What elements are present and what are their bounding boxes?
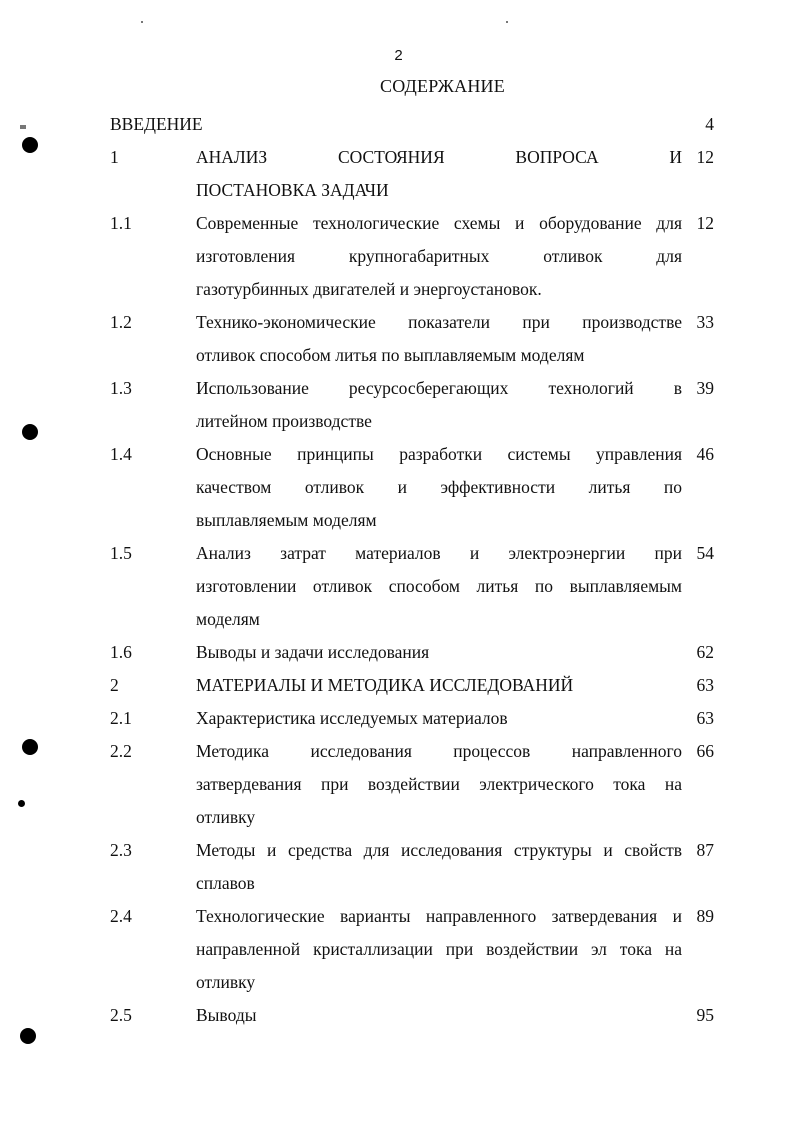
toc-entry-line: моделям <box>196 609 260 629</box>
punch-hole-3 <box>22 739 38 755</box>
toc-entry-line: изготовлении отливок способом литья по выплавляемым <box>196 576 682 596</box>
toc-entry <box>110 900 720 999</box>
scan-speck <box>506 21 508 23</box>
scan-speck <box>20 125 26 129</box>
toc-entry-title <box>196 669 682 702</box>
toc-entry-page: 4 <box>705 114 714 134</box>
toc-entry-line: Современные технологические схемы и оборудование для <box>196 213 682 233</box>
toc-entry-title <box>196 207 682 306</box>
toc-entry-line: Технико-экономические показатели при производстве <box>196 312 682 332</box>
toc-entry-line: Основные принципы разработки системы управления <box>196 444 682 464</box>
toc-entry-title <box>196 537 682 636</box>
toc-entry-line: сплавов <box>196 873 255 893</box>
toc-entry-page: 33 <box>696 312 714 332</box>
toc-entry <box>110 735 720 834</box>
punch-hole-1 <box>22 137 38 153</box>
toc-entry-line: Использование ресурсосберегающих технологий в <box>196 378 682 398</box>
toc-entry-line: выплавляемым моделям <box>196 510 377 530</box>
toc-entry-line: ПОСТАНОВКА ЗАДАЧИ <box>196 180 389 200</box>
toc-entry-page: 95 <box>696 1005 714 1025</box>
punch-hole-2 <box>22 424 38 440</box>
toc-entry-line: изготовления крупногабаритных отливок для <box>196 246 682 266</box>
toc-entry-line: газотурбинных двигателей и энергоустановок. <box>196 279 542 299</box>
toc-entry-page: 63 <box>696 708 714 728</box>
toc-entry <box>110 306 720 372</box>
toc-entry-number: 1 <box>110 147 119 167</box>
toc-entry-number: 2.1 <box>110 708 132 728</box>
toc-entry-page: 46 <box>696 444 714 464</box>
toc-entry <box>110 438 720 537</box>
toc-entry-title <box>196 702 682 735</box>
toc-entry-title <box>196 636 682 669</box>
toc-entry-line: Выводы <box>196 1005 257 1025</box>
toc-entry-line: качеством отливок и эффективности литья по <box>196 477 682 497</box>
toc-entry-number: 2.3 <box>110 840 132 860</box>
toc-entry-page: 12 <box>696 213 714 233</box>
toc-entry-title <box>196 735 682 834</box>
toc-entry-number: 1.1 <box>110 213 132 233</box>
toc-entry-number: 2.2 <box>110 741 132 761</box>
toc-entry-number: 1.5 <box>110 543 132 563</box>
toc-entry-line: литейном производстве <box>196 411 372 431</box>
toc-entry-page: 89 <box>696 906 714 926</box>
toc-entry-number: 1.2 <box>110 312 132 332</box>
toc-entry-number: 1.4 <box>110 444 132 464</box>
toc-entry-line: МАТЕРИАЛЫ И МЕТОДИКА ИССЛЕДОВАНИЙ <box>196 675 574 695</box>
toc-entry-page: 63 <box>696 675 714 695</box>
scan-speck <box>141 21 143 23</box>
toc-entry <box>110 207 720 306</box>
toc-entry-page: 12 <box>696 147 714 167</box>
toc-entry-page: 54 <box>696 543 714 563</box>
toc-entry-line: направленной кристаллизации при воздействии эл тока на <box>196 939 682 959</box>
toc-entries <box>110 141 720 1032</box>
toc-entry-line: Методика исследования процессов направленного <box>196 741 682 761</box>
page-number: 2 <box>394 47 403 64</box>
toc-entry-line: АНАЛИЗ СОСТОЯНИЯ ВОПРОСА И <box>196 147 682 167</box>
toc-entry-title <box>196 900 682 999</box>
toc-entry-line: Методы и средства для исследования структуры и свойств <box>196 840 682 860</box>
toc-entry <box>110 636 720 669</box>
toc-entry-line: затвердевания при воздействии электрического тока на <box>196 774 682 794</box>
toc-entry-page: 87 <box>696 840 714 860</box>
toc-entry <box>110 537 720 636</box>
toc-entry-number: 2.4 <box>110 906 132 926</box>
toc-entry-number: 1.6 <box>110 642 132 662</box>
toc-entry-page: 39 <box>696 378 714 398</box>
toc-entry-line: Характеристика исследуемых материалов <box>196 708 508 728</box>
toc-entry-line: отливку <box>196 972 256 992</box>
toc-entry <box>110 669 720 702</box>
toc-entry-line: Технологические варианты направленного затвердевания и <box>196 906 682 926</box>
toc-entry-title <box>196 999 682 1032</box>
toc-entry-title <box>196 306 682 372</box>
toc-entry-page: 62 <box>696 642 714 662</box>
toc-entry-introduction <box>110 108 720 141</box>
table-of-contents <box>110 108 720 1032</box>
toc-entry <box>110 702 720 735</box>
toc-entry-title <box>196 438 682 537</box>
toc-entry <box>110 834 720 900</box>
toc-entry-number: 2 <box>110 675 119 695</box>
punch-hole-5 <box>20 1028 36 1044</box>
toc-entry-title <box>196 141 682 207</box>
page-title: СОДЕРЖАНИЕ <box>380 76 505 96</box>
toc-entry <box>110 999 720 1032</box>
toc-entry-line: отливку <box>196 807 256 827</box>
toc-entry <box>110 141 720 207</box>
toc-entry-title <box>196 372 682 438</box>
toc-entry-number: 2.5 <box>110 1005 132 1025</box>
toc-entry-page: 66 <box>696 741 714 761</box>
toc-entry-line: отливок способом литья по выплавляемым моделям <box>196 345 585 365</box>
toc-entry-line: Анализ затрат материалов и электроэнергии при <box>196 543 682 563</box>
toc-entry <box>110 372 720 438</box>
toc-entry-number: 1.3 <box>110 378 132 398</box>
toc-entry-title <box>196 834 682 900</box>
punch-hole-4 <box>18 800 25 807</box>
toc-entry-label: ВВЕДЕНИЕ <box>110 114 203 134</box>
toc-entry-line: Выводы и задачи исследования <box>196 642 430 662</box>
